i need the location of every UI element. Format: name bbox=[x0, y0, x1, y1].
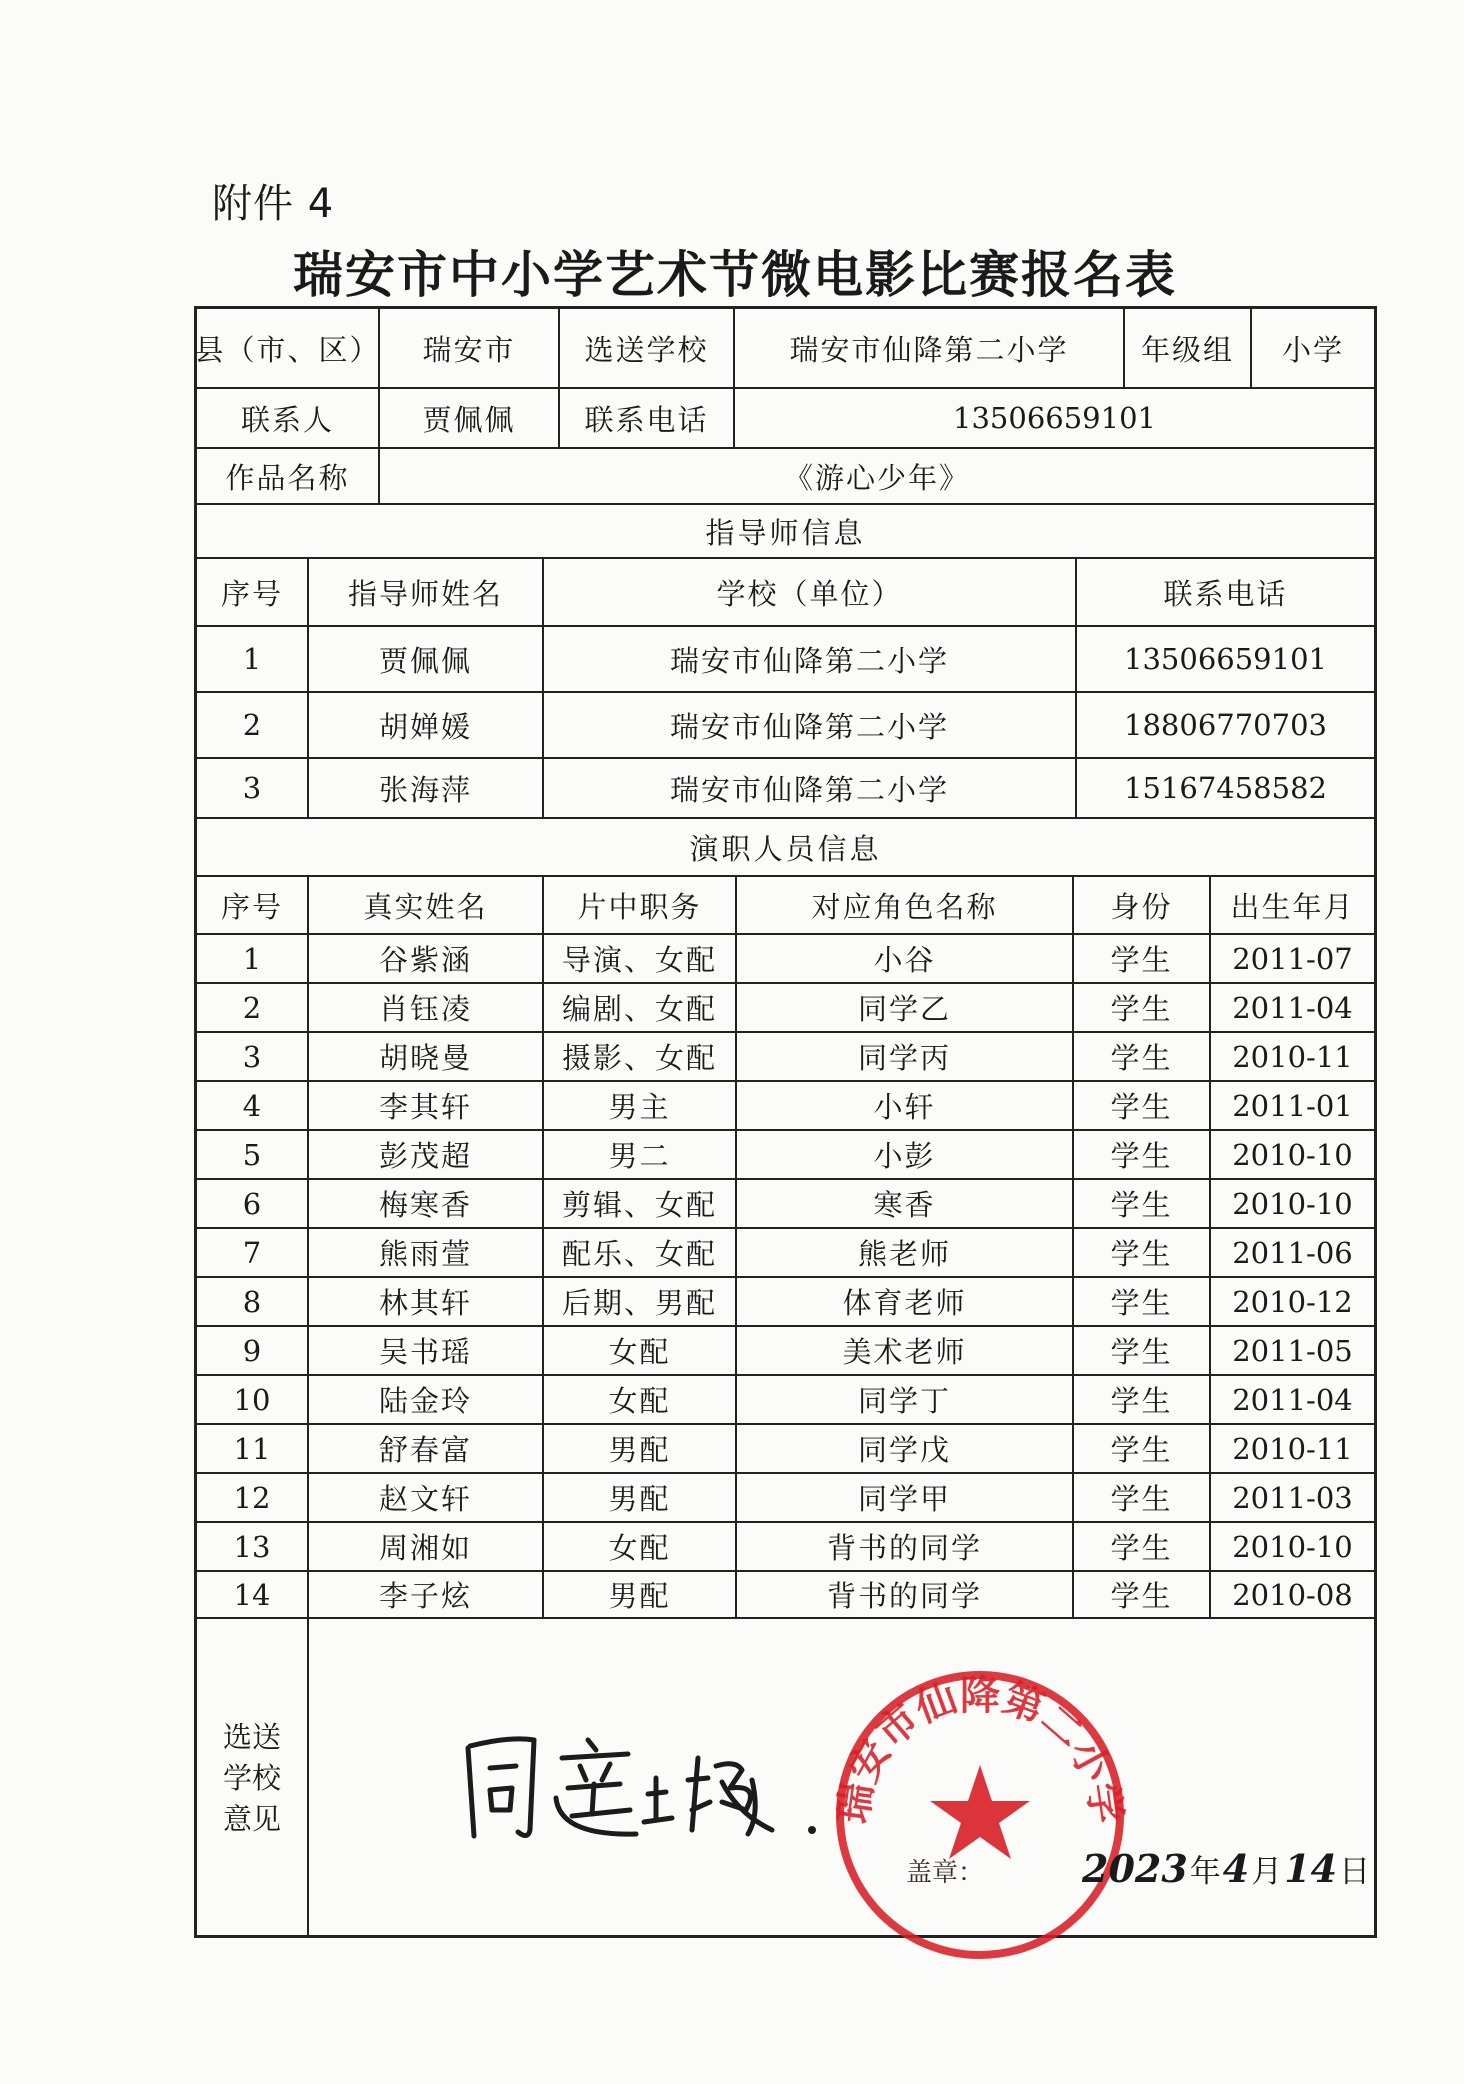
cast-character: 同学甲 bbox=[737, 1474, 1074, 1523]
opinion-label-line: 选送 bbox=[222, 1720, 281, 1754]
mentor-name: 贾佩佩 bbox=[309, 627, 544, 693]
mentor-phone: 18806770703 bbox=[1077, 693, 1374, 759]
cast-identity: 学生 bbox=[1074, 1278, 1211, 1327]
cast-birth: 2011-04 bbox=[1211, 1376, 1374, 1425]
cast-header-role: 片中职务 bbox=[544, 877, 737, 935]
county-value: 瑞安市 bbox=[380, 309, 560, 389]
cast-no: 10 bbox=[197, 1376, 309, 1425]
date-month: 4 bbox=[1222, 1846, 1250, 1891]
work-label: 作品名称 bbox=[197, 449, 380, 505]
mentor-school: 瑞安市仙降第二小学 bbox=[544, 759, 1077, 819]
cast-identity: 学生 bbox=[1074, 1425, 1211, 1474]
cast-header-character: 对应角色名称 bbox=[737, 877, 1074, 935]
cast-no: 8 bbox=[197, 1278, 309, 1327]
phone-label: 联系电话 bbox=[560, 389, 735, 449]
cast-no: 12 bbox=[197, 1474, 309, 1523]
cast-identity: 学生 bbox=[1074, 1376, 1211, 1425]
cast-character: 体育老师 bbox=[737, 1278, 1074, 1327]
registration-table bbox=[194, 306, 1377, 1938]
mentor-phone: 15167458582 bbox=[1077, 759, 1374, 819]
attachment-number: 附件 4 bbox=[212, 181, 335, 227]
cast-character: 同学戊 bbox=[737, 1425, 1074, 1474]
opinion-label-line: 学校 bbox=[222, 1761, 281, 1795]
contact-label: 联系人 bbox=[197, 389, 380, 449]
cast-birth: 2010-11 bbox=[1211, 1425, 1374, 1474]
cast-role: 编剧、女配 bbox=[544, 984, 737, 1033]
cast-no: 7 bbox=[197, 1229, 309, 1278]
cast-birth: 2011-04 bbox=[1211, 984, 1374, 1033]
cast-role: 男主 bbox=[544, 1082, 737, 1131]
phone-value: 13506659101 bbox=[735, 389, 1374, 449]
cast-role: 男配 bbox=[544, 1572, 737, 1619]
cast-character: 同学丁 bbox=[737, 1376, 1074, 1425]
cast-birth: 2011-03 bbox=[1211, 1474, 1374, 1523]
approval-date bbox=[1080, 1845, 1370, 1891]
cast-identity: 学生 bbox=[1074, 1033, 1211, 1082]
cast-birth: 2011-05 bbox=[1211, 1327, 1374, 1376]
cast-real-name: 吴书瑶 bbox=[309, 1327, 544, 1376]
cast-role: 剪辑、女配 bbox=[544, 1180, 737, 1229]
stamp-label: 盖章： bbox=[906, 1858, 985, 1888]
cast-no: 4 bbox=[197, 1082, 309, 1131]
mentor-no: 3 bbox=[197, 759, 309, 819]
cast-identity: 学生 bbox=[1074, 1131, 1211, 1180]
cast-header-no: 序号 bbox=[197, 877, 309, 935]
seal-text: 瑞安市仙降第二小学 bbox=[830, 1672, 1130, 1827]
opinion-label-line: 意见 bbox=[222, 1802, 281, 1836]
cast-character: 美术老师 bbox=[737, 1327, 1074, 1376]
opinion-label bbox=[197, 1619, 309, 1938]
cast-role: 男二 bbox=[544, 1131, 737, 1180]
cast-real-name: 李子炫 bbox=[309, 1572, 544, 1619]
cast-role: 男配 bbox=[544, 1474, 737, 1523]
mentor-section-title: 指导师信息 bbox=[197, 505, 1374, 559]
cast-no: 9 bbox=[197, 1327, 309, 1376]
cast-no: 2 bbox=[197, 984, 309, 1033]
cast-no: 1 bbox=[197, 935, 309, 984]
cast-birth: 2010-10 bbox=[1211, 1131, 1374, 1180]
cast-real-name: 熊雨萱 bbox=[309, 1229, 544, 1278]
date-year: 2023 bbox=[1082, 1846, 1188, 1891]
date-day: 14 bbox=[1284, 1846, 1338, 1891]
cast-no: 5 bbox=[197, 1131, 309, 1180]
cast-role: 后期、男配 bbox=[544, 1278, 737, 1327]
cast-birth: 2010-10 bbox=[1211, 1523, 1374, 1572]
mentor-no: 2 bbox=[197, 693, 309, 759]
date-month-unit: 月 bbox=[1251, 1854, 1283, 1890]
cast-real-name: 肖钰凌 bbox=[309, 984, 544, 1033]
cast-real-name: 舒春富 bbox=[309, 1425, 544, 1474]
cast-identity: 学生 bbox=[1074, 1229, 1211, 1278]
form-title: 瑞安市中小学艺术节微电影比赛报名表 bbox=[293, 246, 1177, 304]
cast-real-name: 胡晓曼 bbox=[309, 1033, 544, 1082]
cast-no: 13 bbox=[197, 1523, 309, 1572]
cast-character: 寒香 bbox=[737, 1180, 1074, 1229]
cast-character: 熊老师 bbox=[737, 1229, 1074, 1278]
cast-identity: 学生 bbox=[1074, 1327, 1211, 1376]
cast-identity: 学生 bbox=[1074, 1180, 1211, 1229]
cast-role: 女配 bbox=[544, 1327, 737, 1376]
county-label: 县（市、区） bbox=[197, 309, 380, 389]
cast-no: 14 bbox=[197, 1572, 309, 1619]
date-day-unit: 日 bbox=[1339, 1854, 1371, 1890]
cast-birth: 2011-01 bbox=[1211, 1082, 1374, 1131]
cast-birth: 2011-06 bbox=[1211, 1229, 1374, 1278]
cast-header-birth: 出生年月 bbox=[1211, 877, 1374, 935]
cast-real-name: 周湘如 bbox=[309, 1523, 544, 1572]
grade-label: 年级组 bbox=[1125, 309, 1252, 389]
cast-character: 背书的同学 bbox=[737, 1572, 1074, 1619]
contact-value: 贾佩佩 bbox=[380, 389, 560, 449]
cast-role: 摄影、女配 bbox=[544, 1033, 737, 1082]
mentor-no: 1 bbox=[197, 627, 309, 693]
school-label: 选送学校 bbox=[560, 309, 735, 389]
mentor-header-name: 指导师姓名 bbox=[309, 559, 544, 627]
cast-role: 导演、女配 bbox=[544, 935, 737, 984]
cast-birth: 2010-11 bbox=[1211, 1033, 1374, 1082]
cast-real-name: 李其轩 bbox=[309, 1082, 544, 1131]
cast-character: 背书的同学 bbox=[737, 1523, 1074, 1572]
cast-identity: 学生 bbox=[1074, 1523, 1211, 1572]
mentor-header-phone: 联系电话 bbox=[1077, 559, 1374, 627]
handwritten-approval bbox=[460, 1718, 830, 1848]
cast-section-title: 演职人员信息 bbox=[197, 819, 1374, 877]
cast-real-name: 林其轩 bbox=[309, 1278, 544, 1327]
cast-birth: 2010-10 bbox=[1211, 1180, 1374, 1229]
cast-header-identity: 身份 bbox=[1074, 877, 1211, 935]
cast-identity: 学生 bbox=[1074, 984, 1211, 1033]
mentor-header-no: 序号 bbox=[197, 559, 309, 627]
cast-birth: 2011-07 bbox=[1211, 935, 1374, 984]
cast-character: 小谷 bbox=[737, 935, 1074, 984]
mentor-school: 瑞安市仙降第二小学 bbox=[544, 627, 1077, 693]
school-seal-icon bbox=[830, 1665, 1130, 1965]
cast-role: 男配 bbox=[544, 1425, 737, 1474]
mentor-name: 张海萍 bbox=[309, 759, 544, 819]
cast-identity: 学生 bbox=[1074, 1082, 1211, 1131]
mentor-school: 瑞安市仙降第二小学 bbox=[544, 693, 1077, 759]
grade-value: 小学 bbox=[1252, 309, 1374, 389]
date-year-unit: 年 bbox=[1189, 1854, 1221, 1890]
cast-no: 3 bbox=[197, 1033, 309, 1082]
work-title: 《游心少年》 bbox=[380, 449, 1374, 505]
cast-no: 6 bbox=[197, 1180, 309, 1229]
cast-character: 同学乙 bbox=[737, 984, 1074, 1033]
cast-real-name: 陆金玲 bbox=[309, 1376, 544, 1425]
mentor-name: 胡婵媛 bbox=[309, 693, 544, 759]
cast-character: 小彭 bbox=[737, 1131, 1074, 1180]
cast-character: 小轩 bbox=[737, 1082, 1074, 1131]
cast-role: 女配 bbox=[544, 1523, 737, 1572]
cast-birth: 2010-08 bbox=[1211, 1572, 1374, 1619]
mentor-phone: 13506659101 bbox=[1077, 627, 1374, 693]
cast-identity: 学生 bbox=[1074, 935, 1211, 984]
cast-role: 配乐、女配 bbox=[544, 1229, 737, 1278]
cast-identity: 学生 bbox=[1074, 1572, 1211, 1619]
cast-real-name: 梅寒香 bbox=[309, 1180, 544, 1229]
cast-real-name: 谷紫涵 bbox=[309, 935, 544, 984]
mentor-header-school: 学校（单位） bbox=[544, 559, 1077, 627]
cast-birth: 2010-12 bbox=[1211, 1278, 1374, 1327]
cast-real-name: 赵文轩 bbox=[309, 1474, 544, 1523]
cast-character: 同学丙 bbox=[737, 1033, 1074, 1082]
cast-identity: 学生 bbox=[1074, 1474, 1211, 1523]
cast-real-name: 彭茂超 bbox=[309, 1131, 544, 1180]
cast-role: 女配 bbox=[544, 1376, 737, 1425]
cast-no: 11 bbox=[197, 1425, 309, 1474]
cast-header-name: 真实姓名 bbox=[309, 877, 544, 935]
school-value: 瑞安市仙降第二小学 bbox=[735, 309, 1125, 389]
